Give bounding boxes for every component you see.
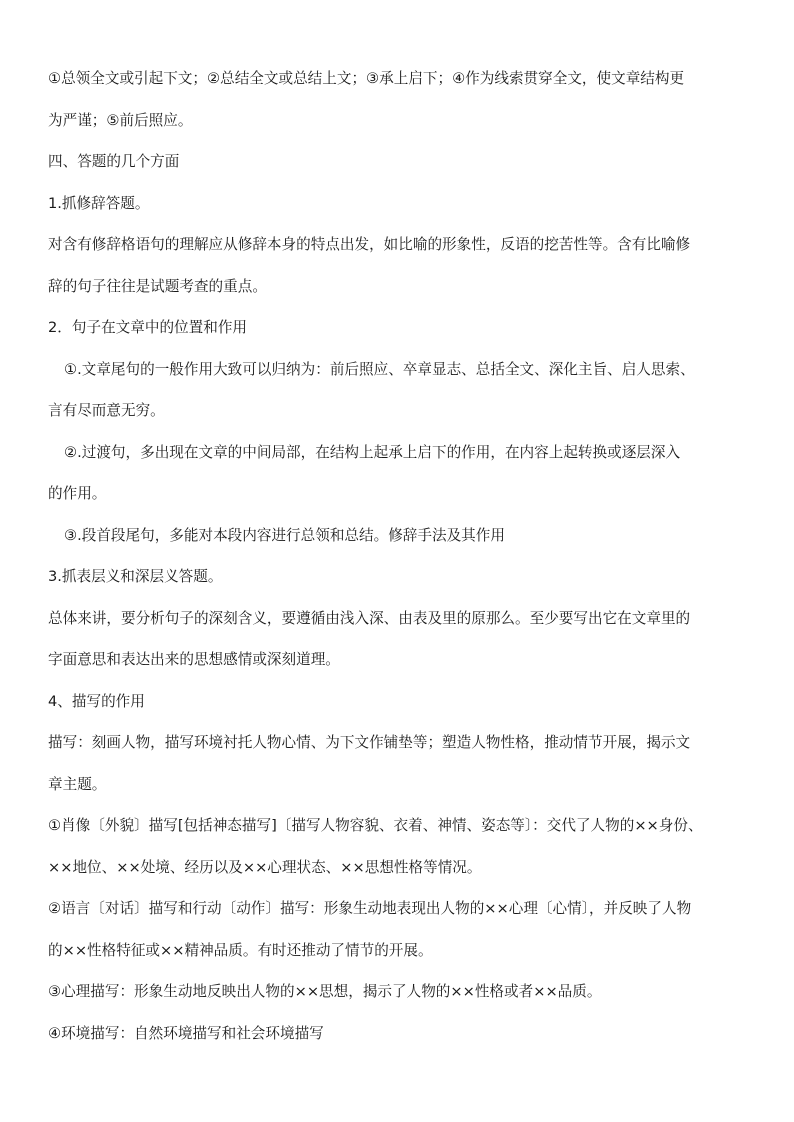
text-line: ①肖像〔外貌〕描写[包括神态描写]〔描写人物容貌、衣着、神情、姿态等〕：交代了人物的××身份、: [48, 817, 703, 834]
text-line: 为严谨；⑤前后照应。: [48, 111, 193, 129]
subsection-heading: 3.抓表层义和深层义答题。: [48, 568, 223, 585]
text-line: 描写：刻画人物，描写环境衬托人物心情、为下文作铺垫等；塑造人物性格，推动情节开展，揭示文: [48, 734, 691, 751]
subsection-heading: 4、描写的作用: [48, 692, 145, 710]
text-line: 章主题。: [48, 775, 107, 793]
document-page: [48, 58, 748, 1054]
text-line: ②.过渡句，多出现在文章的中间局部，在结构上起承上启下的作用，在内容上起转换或逐层深入: [64, 443, 681, 461]
text-line: ①总领全文或引起下文；②总结全文或总结上文；③承上启下；④作为线索贯穿全文，使文章结构更: [48, 70, 685, 87]
section-heading: 四、答题的几个方面: [48, 153, 180, 170]
text-line: ③.段首段尾句，多能对本段内容进行总领和总结。修辞手法及其作用: [64, 526, 505, 544]
text-line: ③心理描写：形象生动地反映出人物的××思想，揭示了人物的××性格或者××品质。: [48, 983, 602, 1000]
text-line: 言有尽而意无穷。: [48, 402, 165, 419]
text-line: ②语言〔对话〕描写和行动〔动作〕描写：形象生动地表现出人物的××心理〔心情〕，并反映了人物: [48, 900, 692, 917]
text-line: 的××性格特征或××精神品质。有时还推动了情节的开展。: [48, 941, 433, 959]
text-line: ××地位、××处境、经历以及××心理状态、××思想性格等情况。: [48, 858, 482, 876]
text-line: 字面意思和表达出来的思想感情或深刻道理。: [48, 651, 340, 668]
text-line: ①.文章尾句的一般作用大致可以归纳为：前后照应、卒章显志、总括全文、深化主旨、启人思索、: [64, 360, 695, 378]
subsection-heading: 1.抓修辞答题。: [48, 194, 150, 212]
text-line: 对含有修辞格语句的理解应从修辞本身的特点出发，如比喻的形象性，反语的挖苦性等。含有比喻修: [48, 236, 691, 253]
text-line: 总体来讲，要分析句子的深刻含义，要遵循由浅入深、由表及里的原那么。至少要写出它在文章里的: [48, 609, 691, 627]
subsection-heading: 2．句子在文章中的位置和作用: [48, 319, 248, 336]
text-line: ④环境描写：自然环境描写和社会环境描写: [48, 1024, 324, 1042]
text-line: 的作用。: [48, 485, 107, 502]
text-line: 辞的句子往往是试题考查的重点。: [48, 277, 267, 295]
